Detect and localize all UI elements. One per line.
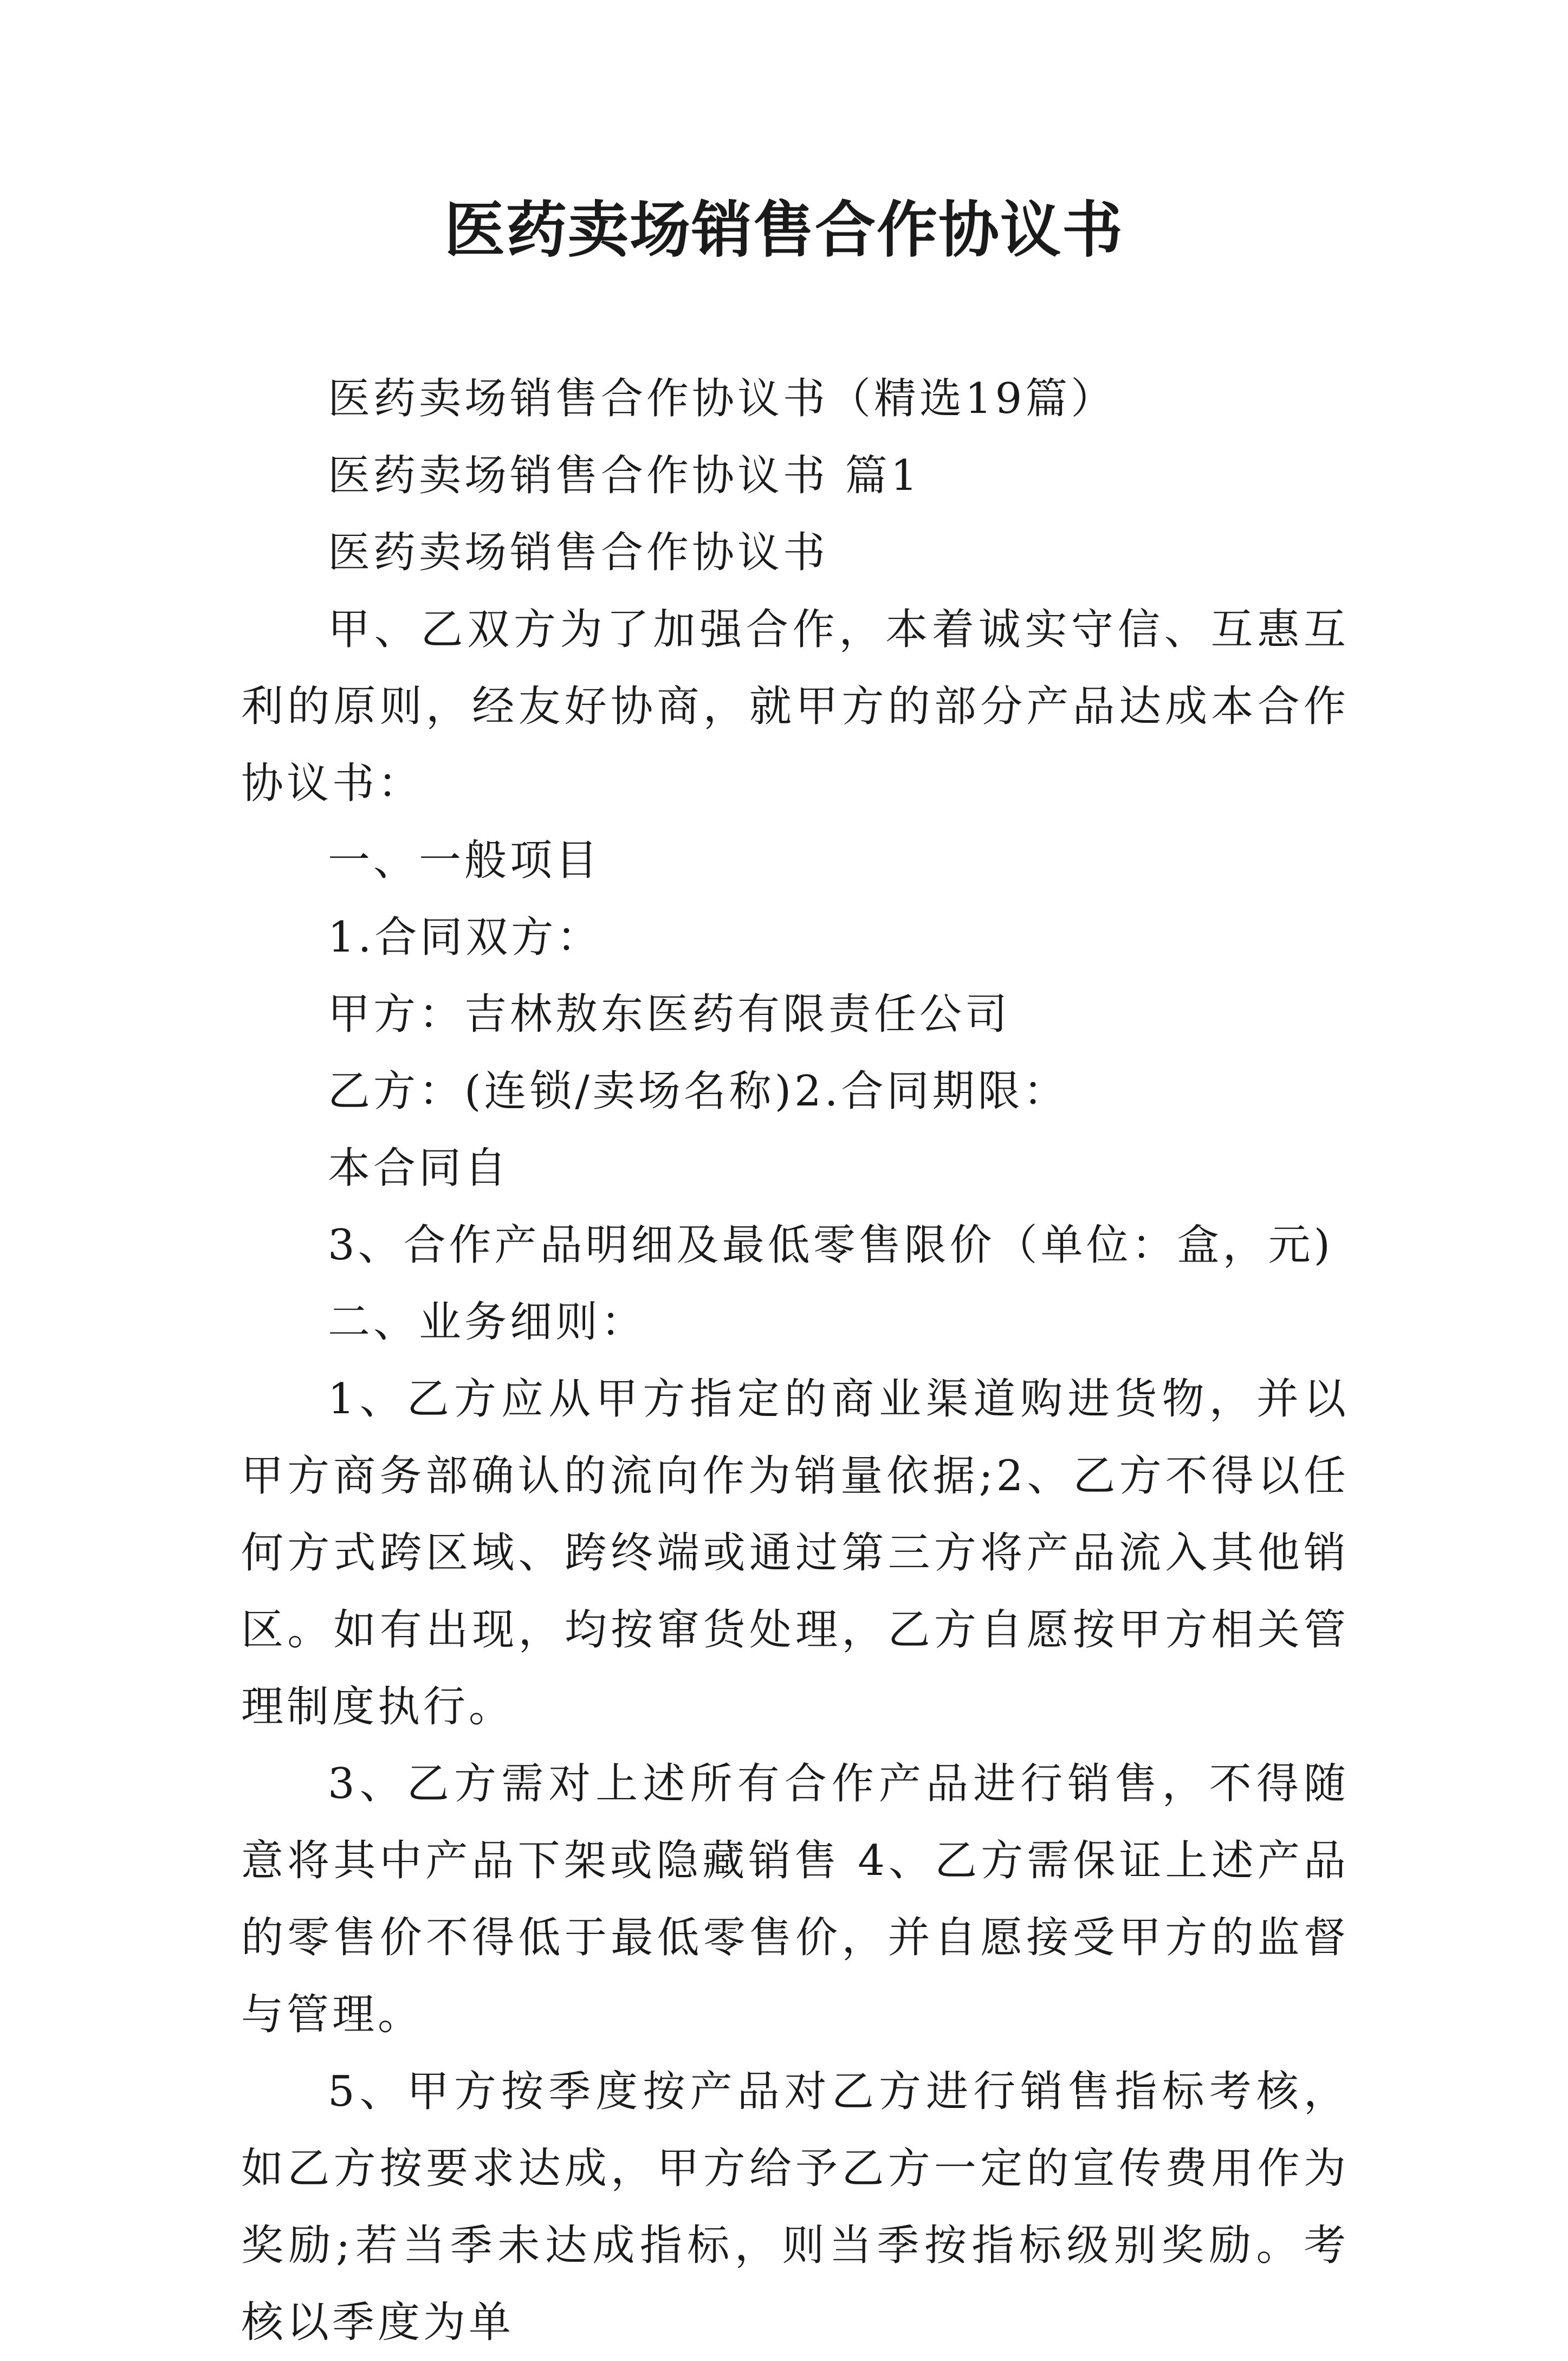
paragraph-agreement-title: 医药卖场销售合作协议书 — [328, 528, 829, 577]
paragraph-product-details: 3、合作产品明细及最低零售限价（单位：盒，元) — [328, 1221, 1334, 1270]
paragraph-section-general: 一、一般项目 — [328, 836, 601, 885]
paragraph-parties-heading: 1.合同双方： — [328, 913, 602, 962]
document-title: 医药卖场销售合作协议书 — [444, 195, 1124, 266]
paragraph-article-heading: 医药卖场销售合作协议书 篇1 — [328, 451, 921, 500]
paragraph-rule-5: 5、甲方按季度按产品对乙方进行销售指标考核，如乙方按要求达成，甲方给予乙方一定的宣传费用作为奖励;若当季未达成指标，则当季按指标级别奖励。考核以季度为单 — [241, 2067, 1349, 2347]
paragraph-section-business: 二、业务细则： — [328, 1298, 647, 1347]
paragraph-party-b: 乙方：(连锁/卖场名称)2.合同期限： — [328, 1067, 1069, 1116]
paragraph-contract-term: 本合同自 — [328, 1144, 510, 1193]
paragraph-party-a: 甲方：吉林敖东医药有限责任公司 — [328, 990, 1011, 1039]
paragraph-preamble: 甲、乙双方为了加强合作，本着诚实守信、互惠互利的原则，经友好协商，就甲方的部分产品达成本合作协议书： — [241, 605, 1349, 808]
paragraph-rule-1-2: 1、乙方应从甲方指定的商业渠道购进货物，并以甲方商务部确认的流向作为销量依据;2、乙方不得以任何方式跨区域、跨终端或通过第三方将产品流入其他销区。如有出现，均按窜货处理，乙方自愿按甲方相关管理制度执行。 — [241, 1375, 1349, 1731]
paragraph-rule-3-4: 3、乙方需对上述所有合作产品进行销售，不得随意将其中产品下架或隐藏销售 4、乙方需保证上述产品的零售价不得低于最低零售价，并自愿接受甲方的监督与管理。 — [241, 1760, 1349, 2039]
paragraph-collection-heading: 医药卖场销售合作协议书（精选19篇） — [328, 374, 1117, 423]
document-body — [241, 360, 1349, 2361]
